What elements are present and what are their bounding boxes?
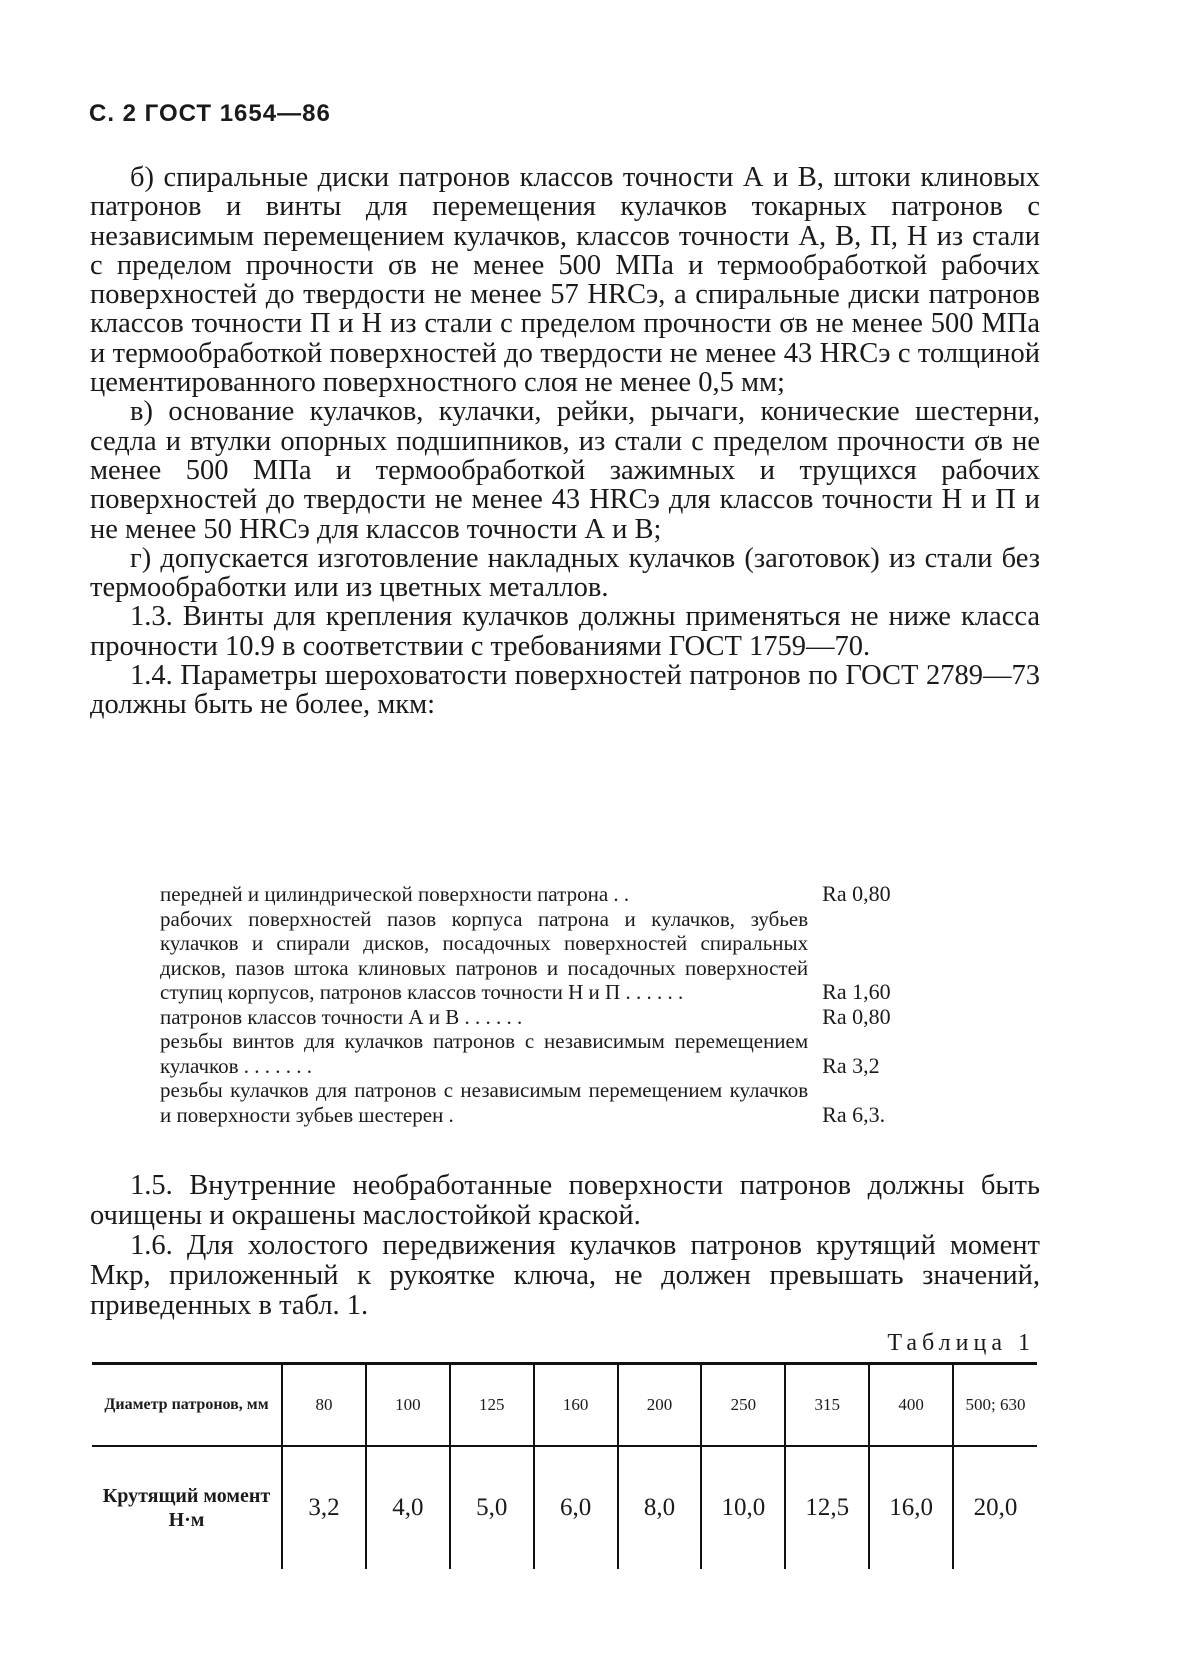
torque-cell: 16,0 xyxy=(869,1446,953,1569)
page-header: С. 2 ГОСТ 1654—86 xyxy=(89,100,331,127)
roughness-value: Ra 0,80 xyxy=(822,881,891,906)
roughness-row xyxy=(160,907,940,1005)
diameter-cell: 80 xyxy=(282,1364,366,1447)
roughness-list xyxy=(160,882,940,1127)
paragraph-v: в) основание кулачков, кулачки, рейки, рычаги, конические шестерни, седла и втулки опорных подшипников, из стали с пределом прочности σв не менее 500 МПа и термообработкой зажимных и трущихся рабочих поверхностей до твердости не менее 43 HRCэ для классов точности Н и П и не менее 50 HRCэ для классов точности А и В; xyxy=(90,396,1040,545)
roughness-row xyxy=(160,882,940,907)
diameter-cell: 315 xyxy=(785,1364,869,1447)
table-header-row xyxy=(92,1364,1037,1447)
roughness-value: Ra 3,2 xyxy=(822,1052,880,1078)
row-label: Крутящий момент Н·м xyxy=(102,1485,271,1531)
header-label: Диаметр патронов, мм xyxy=(104,1396,269,1413)
roughness-row xyxy=(160,1029,940,1078)
roughness-desc: резьбы кулачков для патронов с независимым перемещением кулачков и поверхности зубьев шестерен . xyxy=(160,1078,809,1127)
torque-table xyxy=(92,1362,1037,1569)
diameter-cell: 100 xyxy=(366,1364,450,1447)
diameter-cell: 160 xyxy=(534,1364,618,1447)
diameter-cell: 200 xyxy=(618,1364,702,1447)
torque-cell: 12,5 xyxy=(785,1446,869,1569)
paragraph-1-6: 1.6. Для холостого передвижения кулачков патронов крутящий момент Mкр, приложенный к рукоятке ключа, не должен превышать значений, приведенных в табл. 1. xyxy=(90,1230,1040,1321)
table-caption: Таблица 1 xyxy=(887,1330,1035,1356)
torque-cell: 8,0 xyxy=(618,1446,702,1569)
body-text-2 xyxy=(90,1171,1040,1321)
torque-cell: 5,0 xyxy=(450,1446,534,1569)
diameter-cell: 250 xyxy=(701,1364,785,1447)
roughness-desc: патронов классов точности А и В . . . . . . xyxy=(160,1004,523,1029)
torque-cell: 10,0 xyxy=(701,1446,785,1569)
diameter-cell: 125 xyxy=(450,1364,534,1447)
paragraph-b: б) спиральные диски патронов классов точности А и В, штоки клиновых патронов и винты для перемещения кулачков токарных патронов с независимым перемещением кулачков, классов точности А, В, П, Н из стали с пределом прочности σв не менее 500 МПа и термообработкой рабочих поверхностей до твердости не менее 57 HRCэ, а спиральные диски патронов классов точности П и Н из стали с пределом прочности σв не менее 500 МПа и термообработкой поверхностей до твердости не менее 43 HRCэ с толщиной цементированного поверхностного слоя не менее 0,5 мм; xyxy=(90,162,1040,399)
diameter-cell: 500; 630 xyxy=(953,1364,1037,1447)
paragraph-1-4: 1.4. Параметры шероховатости поверхностей патронов по ГОСТ 2789—73 должны быть не более, мкм: xyxy=(90,660,1040,721)
roughness-value: Ra 0,80 xyxy=(822,1003,891,1029)
diameter-cell: 400 xyxy=(869,1364,953,1447)
torque-cell: 4,0 xyxy=(366,1446,450,1569)
torque-cell: 3,2 xyxy=(282,1446,366,1569)
paragraph-1-3: 1.3. Винты для крепления кулачков должны применяться не ниже класса прочности 10.9 в соответствии с требованиями ГОСТ 1759—70. xyxy=(90,601,1040,662)
roughness-desc: рабочих поверхностей пазов корпуса патрона и кулачков, зубьев кулачков и спирали дисков, посадочных поверхностей спиральных дисков, пазов штока клиновых патронов и посадочных поверхностей ступиц корпусов, патронов классов точности Н и П . . . . . . xyxy=(160,906,809,1004)
paragraph-g: г) допускается изготовление накладных кулачков (заготовок) из стали без термообработки или из цветных металлов. xyxy=(90,542,1040,604)
torque-cell: 20,0 xyxy=(953,1446,1037,1569)
torque-table-wrapper xyxy=(92,1362,1037,1569)
roughness-row xyxy=(160,1078,940,1127)
torque-cell: 6,0 xyxy=(534,1446,618,1569)
roughness-value: Ra 1,60 xyxy=(822,979,891,1004)
table-row xyxy=(92,1446,1037,1569)
body-text-1 xyxy=(90,163,1040,720)
roughness-desc: передней и цилиндрической поверхности патрона . . xyxy=(160,882,630,906)
roughness-row xyxy=(160,1005,940,1030)
roughness-desc: резьбы винтов для кулачков патронов с независимым перемещением кулачков . . . . . . . xyxy=(160,1029,809,1078)
paragraph-1-5: 1.5. Внутренние необработанные поверхности патронов должны быть очищены и окрашены маслостойкой краской. xyxy=(90,1170,1040,1231)
roughness-value: Ra 6,3. xyxy=(822,1101,886,1127)
